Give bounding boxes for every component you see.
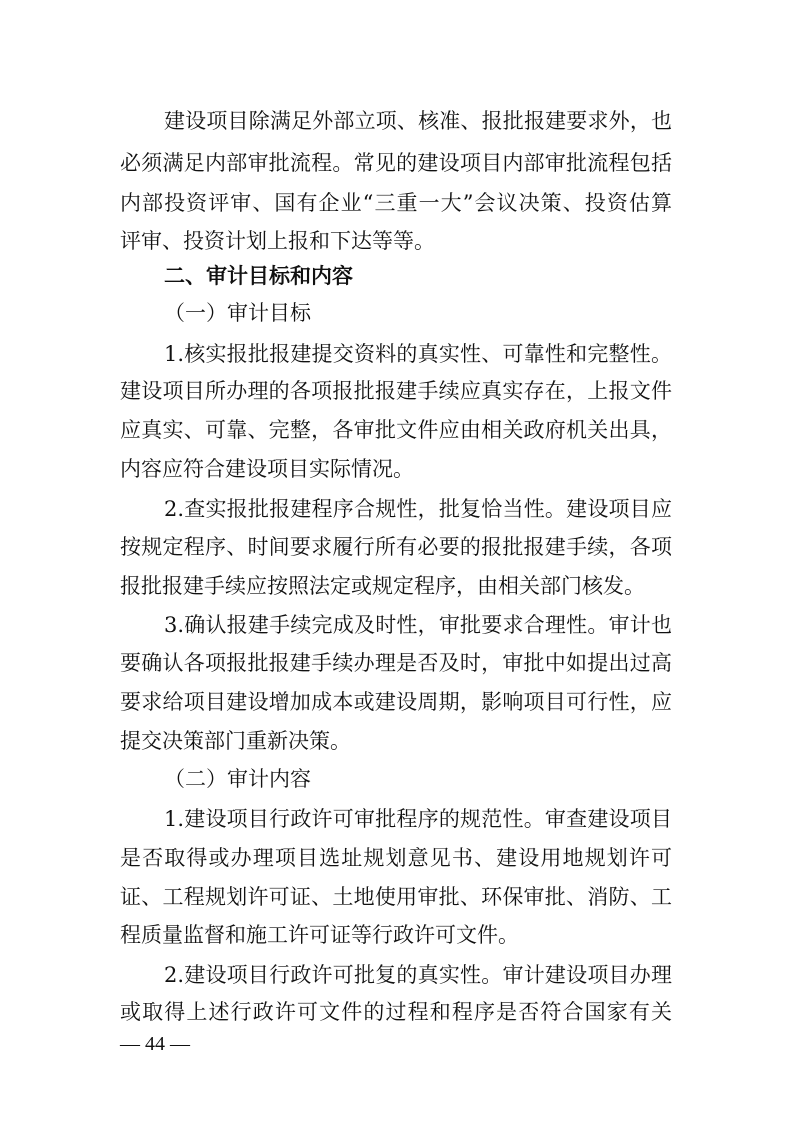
paragraph-line: 2.查实报批报建程序合规性，批复恰当性。建设项目应 [164,497,672,521]
paragraph-line: 或取得上述行政许可文件的过程和程序是否符合国家有关 [120,1000,672,1024]
paragraph-line: 要确认各项报批报建手续办理是否及时，审批中如提出过高 [120,651,672,675]
paragraph-line: 建设项目所办理的各项报批报建手续应真实存在，上报文件 [120,379,672,403]
paragraph-line: 2.建设项目行政许可批复的真实性。审计建设项目办理 [164,963,672,987]
paragraph-line: 按规定程序、时间要求履行所有必要的报批报建手续，各项 [120,535,672,559]
paragraph-line: 是否取得或办理项目选址规划意见书、建设用地规划许可 [120,846,672,870]
paragraph-line: 证、工程规划许可证、土地使用审批、环保审批、消防、工 [120,885,672,909]
paragraph-line: 1.建设项目行政许可审批程序的规范性。审查建设项目 [164,807,672,831]
paragraph-line: 评审、投资计划上报和下达等等。 [120,229,435,253]
subsection-heading: （二）审计内容 [164,767,311,791]
paragraph-line: 应真实、可靠、完整，各审批文件应由相关政府机关出具， [120,418,672,442]
section-heading: 二、审计目标和内容 [164,264,353,288]
paragraph-line: 提交决策部门重新决策。 [120,729,351,753]
paragraph-line: 内容应符合建设项目实际情况。 [120,457,414,481]
paragraph-line: 1.核实报批报建提交资料的真实性、可靠性和完整性。 [164,342,672,366]
paragraph-line: 程质量监督和施工许可证等行政许可文件。 [120,923,519,947]
paragraph-line: 内部投资评审、国有企业“三重一大”会议决策、投资估算 [120,191,672,215]
subsection-heading: （一）审计目标 [164,301,311,325]
paragraph-line: 报批报建手续应按照法定或规定程序，由相关部门核发。 [120,574,645,598]
paragraph-line: 必须满足内部审批流程。常见的建设项目内部审批流程包括 [120,151,672,175]
paragraph-line: 要求给项目建设增加成本或建设周期，影响项目可行性，应 [120,690,672,714]
page-number: — 44 — [120,1033,190,1055]
paragraph-line: 3.确认报建手续完成及时性，审批要求合理性。审计也 [164,613,672,637]
paragraph-line: 建设项目除满足外部立项、核准、报批报建要求外，也 [164,109,672,133]
